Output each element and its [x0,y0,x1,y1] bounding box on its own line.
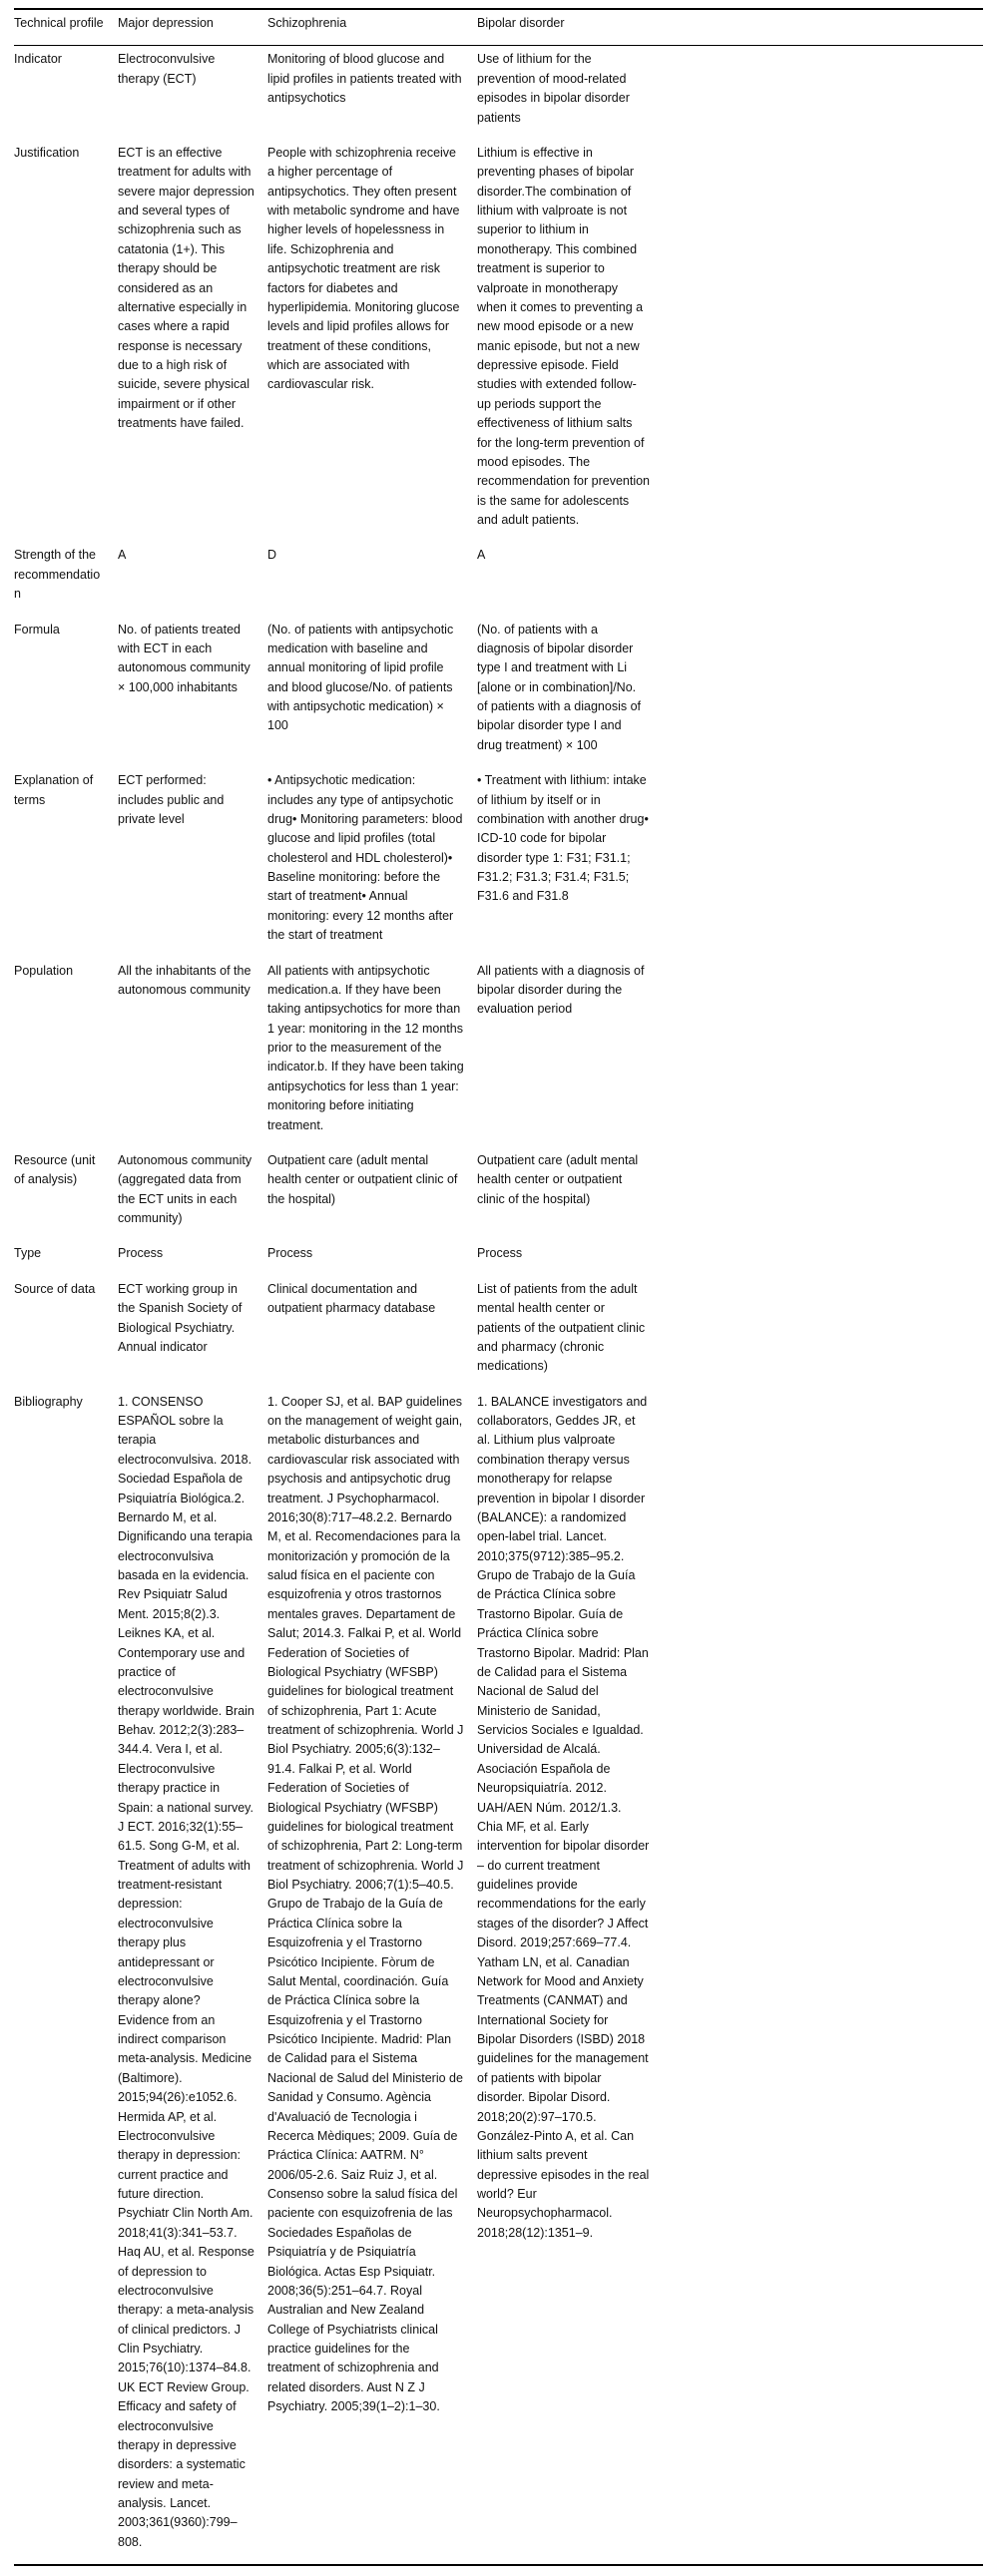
column-header-bipolar-disorder: Bipolar disorder [477,9,663,46]
row-label: Justification [14,145,80,160]
table-row-indicator [14,46,983,140]
cell-bipolar-disorder: List of patients from the adult mental health center or patients of the outpatient clinic and pharmacy (chronic medications) [477,1281,646,1374]
cell-schizophrenia: All patients with antipsychotic medication.a. If they have been taking antipsychotics for more than 1 year: monitoring in the 12 months prior to the measurement of the indicator.b. If they have been taking antipsychotics for less than 1 year: monitoring before initiating treatment. [267,963,464,1132]
row-label: Formula [14,622,60,637]
cell-major-depression: Autonomous community (aggregated data from the ECT units in each community) [118,1152,252,1225]
filler-cell [663,140,983,543]
filler-cell [663,1389,983,2566]
technical-profile-table [14,8,983,2566]
table-row-explanation-of-terms [14,767,983,957]
cell-schizophrenia: • Antipsychotic medication: includes any type of antipsychotic drug• Monitoring parameters: blood glucose and lipid profiles (total cholesterol and HDL cholesterol)• Baseline monitoring: before the start of treatment• Annual monitoring: every 12 months after the start of treatment [267,773,463,943]
filler-cell [663,1240,983,1275]
cell-bipolar-disorder: 1. BALANCE investigators and collaborators, Geddes JR, et al. Lithium plus valproate combination therapy versus monotherapy for relapse prevention in bipolar I disorder (BALANCE): a randomized open-label trial. Lancet. 2010;375(9712):385–95.2. Grupo de Trabajo de la Guía de Práctica Clínica sobre Trastorno Bipolar. Guía de Práctica Clínica sobre Trastorno Bipolar. Madrid: Plan de Calidad para el Sistema Nacional de Salud del Ministerio de Sanidad, Servicios Sociales e Igualdad. Universidad de Alcalá. Asociación Española de Neuropsiquiatría. 2012. UAH/AEN Núm. 2012/1.3. Chia MF, et al. Early intervention for bipolar disorder – do current treatment guidelines provide recommendations for the early stages of the disorder? J Affect Disord. 2019;257:669–77.4. Yatham LN, et al. Canadian Network for Mood and Anxiety Treatments (CANMAT) and International Society for Bipolar Disorders (ISBD) 2018 guidelines for the management of patients with bipolar disorder. Bipolar Disord. 2018;20(2):97–170.5. González-Pinto A, et al. Can lithium salts prevent depressive episodes in the real world? Eur Neuropsychopharmacol. 2018;28(12):1351–9. [477,1394,650,2240]
table-row-resource [14,1147,983,1241]
cell-schizophrenia: (No. of patients with antipsychotic medication with baseline and annual monitoring of lipid profile and blood glucose/No. of patients with antipsychotic medication) × 100 [267,622,454,733]
cell-bipolar-disorder: A [477,548,486,563]
filler-cell [663,1276,983,1389]
column-header-major-depression: Major depression [118,9,267,46]
table-row-strength [14,542,983,616]
row-label: Indicator [14,52,62,67]
filler-column [663,9,983,46]
cell-schizophrenia: Process [267,1246,313,1261]
header-row [14,9,983,46]
table-row-population [14,958,983,1147]
cell-major-depression: ECT working group in the Spanish Society of Biological Psychiatry. Annual indicator [118,1281,243,1354]
cell-major-depression: No. of patients treated with ECT in each autonomous community × 100,000 inhabitants [118,622,250,694]
cell-schizophrenia: Outpatient care (adult mental health center or outpatient clinic of the hospital) [267,1152,458,1206]
cell-bipolar-disorder: Use of lithium for the prevention of mood-related episodes in bipolar disorder patients [477,52,630,125]
filler-cell [663,1147,983,1241]
filler-cell [663,767,983,957]
cell-bipolar-disorder: Outpatient care (adult mental health center or outpatient clinic of the hospital) [477,1152,639,1206]
row-label: Resource (unit of analysis) [14,1152,96,1187]
row-label: Explanation of terms [14,773,94,807]
cell-bipolar-disorder: • Treatment with lithium: intake of lithium by itself or in combination with another drug• ICD-10 code for bipolar disorder type 1: F31; F31.1; F31.2; F31.3; F31.4; F31.5; F31.6 and F31.8 [477,773,649,904]
cell-major-depression: Process [118,1246,164,1261]
filler-cell [663,958,983,1147]
table-row-bibliography [14,1389,983,2566]
row-label: Bibliography [14,1394,83,1409]
table-row-source-of-data [14,1276,983,1389]
column-header-schizophrenia: Schizophrenia [267,9,477,46]
row-label: Population [14,963,74,978]
cell-bipolar-disorder: (No. of patients with a diagnosis of bipolar disorder type I and treatment with Li [alone or in combination]/No. of patients with a diagnosis of bipolar disorder type I and drug treatment) × 100 [477,622,641,752]
cell-schizophrenia: D [267,548,277,563]
cell-schizophrenia: 1. Cooper SJ, et al. BAP guidelines on the management of weight gain, metabolic disturbances and cardiovascular risk associated with psychosis and antipsychotic drug treatment. J Psychopharmacol. 2016;30(8):717–48.2.2. Bernardo M, et al. Recomendaciones para la monitorización y promoción de la salud física en el paciente con esquizofrenia y otros trastornos mentales graves. Departament de Salut; 2014.3. Falkai P, et al. World Federation of Societies of Biological Psychiatry (WFSBP) guidelines for biological treatment of schizophrenia, Part 1: Acute treatment of schizophrenia. World J Biol Psychiatry. 2005;6(3):132–91.4. Falkai P, et al. World Federation of Societies of Biological Psychiatry (WFSBP) guidelines for biological treatment of schizophrenia, Part 2: Long-term treatment of schizophrenia. World J Biol Psychiatry. 2006;7(1):5–40.5. Grupo de Trabajo de la Guía de Práctica Clínica sobre la Esquizofrenia y el Trastorno Psicótico Incipiente. Fòrum de Salut Mental, coordinación. Guía de Práctica Clínica sobre la Esquizofrenia y el Trastorno Psicótico Incipiente. Madrid: Plan de Calidad para el Sistema Nacional de Salud del Ministerio de Sanidad y Consumo. Agència d'Avaluació de Tecnologia i Recerca Mèdiques; 2009. Guía de Práctica Clínica: AATRM. N° 2006/05-2.6. Saiz Ruiz J, et al. Consenso sobre la salud física del paciente con esquizofrenia de las Sociedades Españolas de Psiquiatría y de Psiquiatría Biológica. Actas Esp Psiquiatr. 2008;36(5):251–64.7. Royal Australian and New Zealand College of Psychiatrists clinical practice guidelines for the treatment of schizophrenia and related disorders. Aust N Z J Psychiatry. 2005;39(1–2):1–30. [267,1394,464,2414]
cell-major-depression: 1. CONSENSO ESPAÑOL sobre la terapia electroconvulsiva. 2018. Sociedad Española de Psiquiatría Biológica.2. Bernardo M, et al. Dignificando una terapia electroconvulsiva basada en la evidencia. Rev Psiquiatr Salud Ment. 2015;8(2).3. Leiknes KA, et al. Contemporary use and practice of electroconvulsive therapy worldwide. Brain Behav. 2012;2(3):283–344.4. Vera I, et al. Electroconvulsive therapy practice in Spain: a national survey. J ECT. 2016;32(1):55–61.5. Song G-M, et al. Treatment of adults with treatment-resistant depression: electroconvulsive therapy plus antidepressant or electroconvulsive therapy alone? Evidence from an indirect comparison meta-analysis. Medicine (Baltimore). 2015;94(26):e1052.6. Hermida AP, et al. Electroconvulsive therapy in depression: current practice and future direction. Psychiatr Clin North Am. 2018;41(3):341–53.7. Haq AU, et al. Response of depression to electroconvulsive therapy: a meta-analysis of clinical predictors. J Clin Psychiatry. 2015;76(10):1374–84.8. UK ECT Review Group. Efficacy and safety of electroconvulsive therapy in depressive disorders: a systematic review and meta-analysis. Lancet. 2003;361(9360):799–808. [118,1394,254,2549]
row-label: Type [14,1246,42,1261]
cell-major-depression: ECT performed: includes public and private level [118,773,225,826]
row-label: Source of data [14,1281,96,1296]
cell-schizophrenia: People with schizophrenia receive a higher percentage of antipsychotics. They often present with metabolic syndrome and have higher levels of hopelessness in life. Schizophrenia and antipsychotic treatment are risk factors for diabetes and hyperlipidemia. Monitoring glucose levels and lipid profiles allows for treatment of these conditions, which are associated with cardiovascular risk. [267,145,460,392]
table-row-formula [14,617,983,768]
filler-cell [663,46,983,140]
filler-cell [663,617,983,768]
cell-schizophrenia: Clinical documentation and outpatient pharmacy database [267,1281,436,1316]
table-row-justification [14,140,983,543]
column-header-technical-profile: Technical profile [14,9,118,46]
table-row-type [14,1240,983,1275]
cell-schizophrenia: Monitoring of blood glucose and lipid profiles in patients treated with antipsychotics [267,52,462,106]
cell-major-depression: ECT is an effective treatment for adults with severe major depression and several types of schizophrenia such as catatonia (1+). This therapy should be considered as an alternative especially in cases where a rapid response is necessary due to a high risk of suicide, severe physical impairment or if other treatments have failed. [118,145,254,431]
cell-bipolar-disorder: Process [477,1246,523,1261]
row-label: Strength of the recommendation [14,548,101,602]
cell-major-depression: Electroconvulsive therapy (ECT) [118,52,216,86]
cell-major-depression: All the inhabitants of the autonomous community [118,963,251,997]
cell-major-depression: A [118,548,127,563]
cell-bipolar-disorder: Lithium is effective in preventing phases of bipolar disorder.The combination of lithium with valproate is not superior to lithium in monotherapy. This combined treatment is superior to valproate in monotherapy when it comes to preventing a new mood episode or a new manic episode, but not a new depressive episode. Field studies with extended follow-up periods support the effectiveness of lithium salts for the long-term prevention of mood episodes. The recommendation for prevention is the same for adolescents and adult patients. [477,145,651,527]
cell-bipolar-disorder: All patients with a diagnosis of bipolar disorder during the evaluation period [477,963,645,1017]
filler-cell [663,542,983,616]
